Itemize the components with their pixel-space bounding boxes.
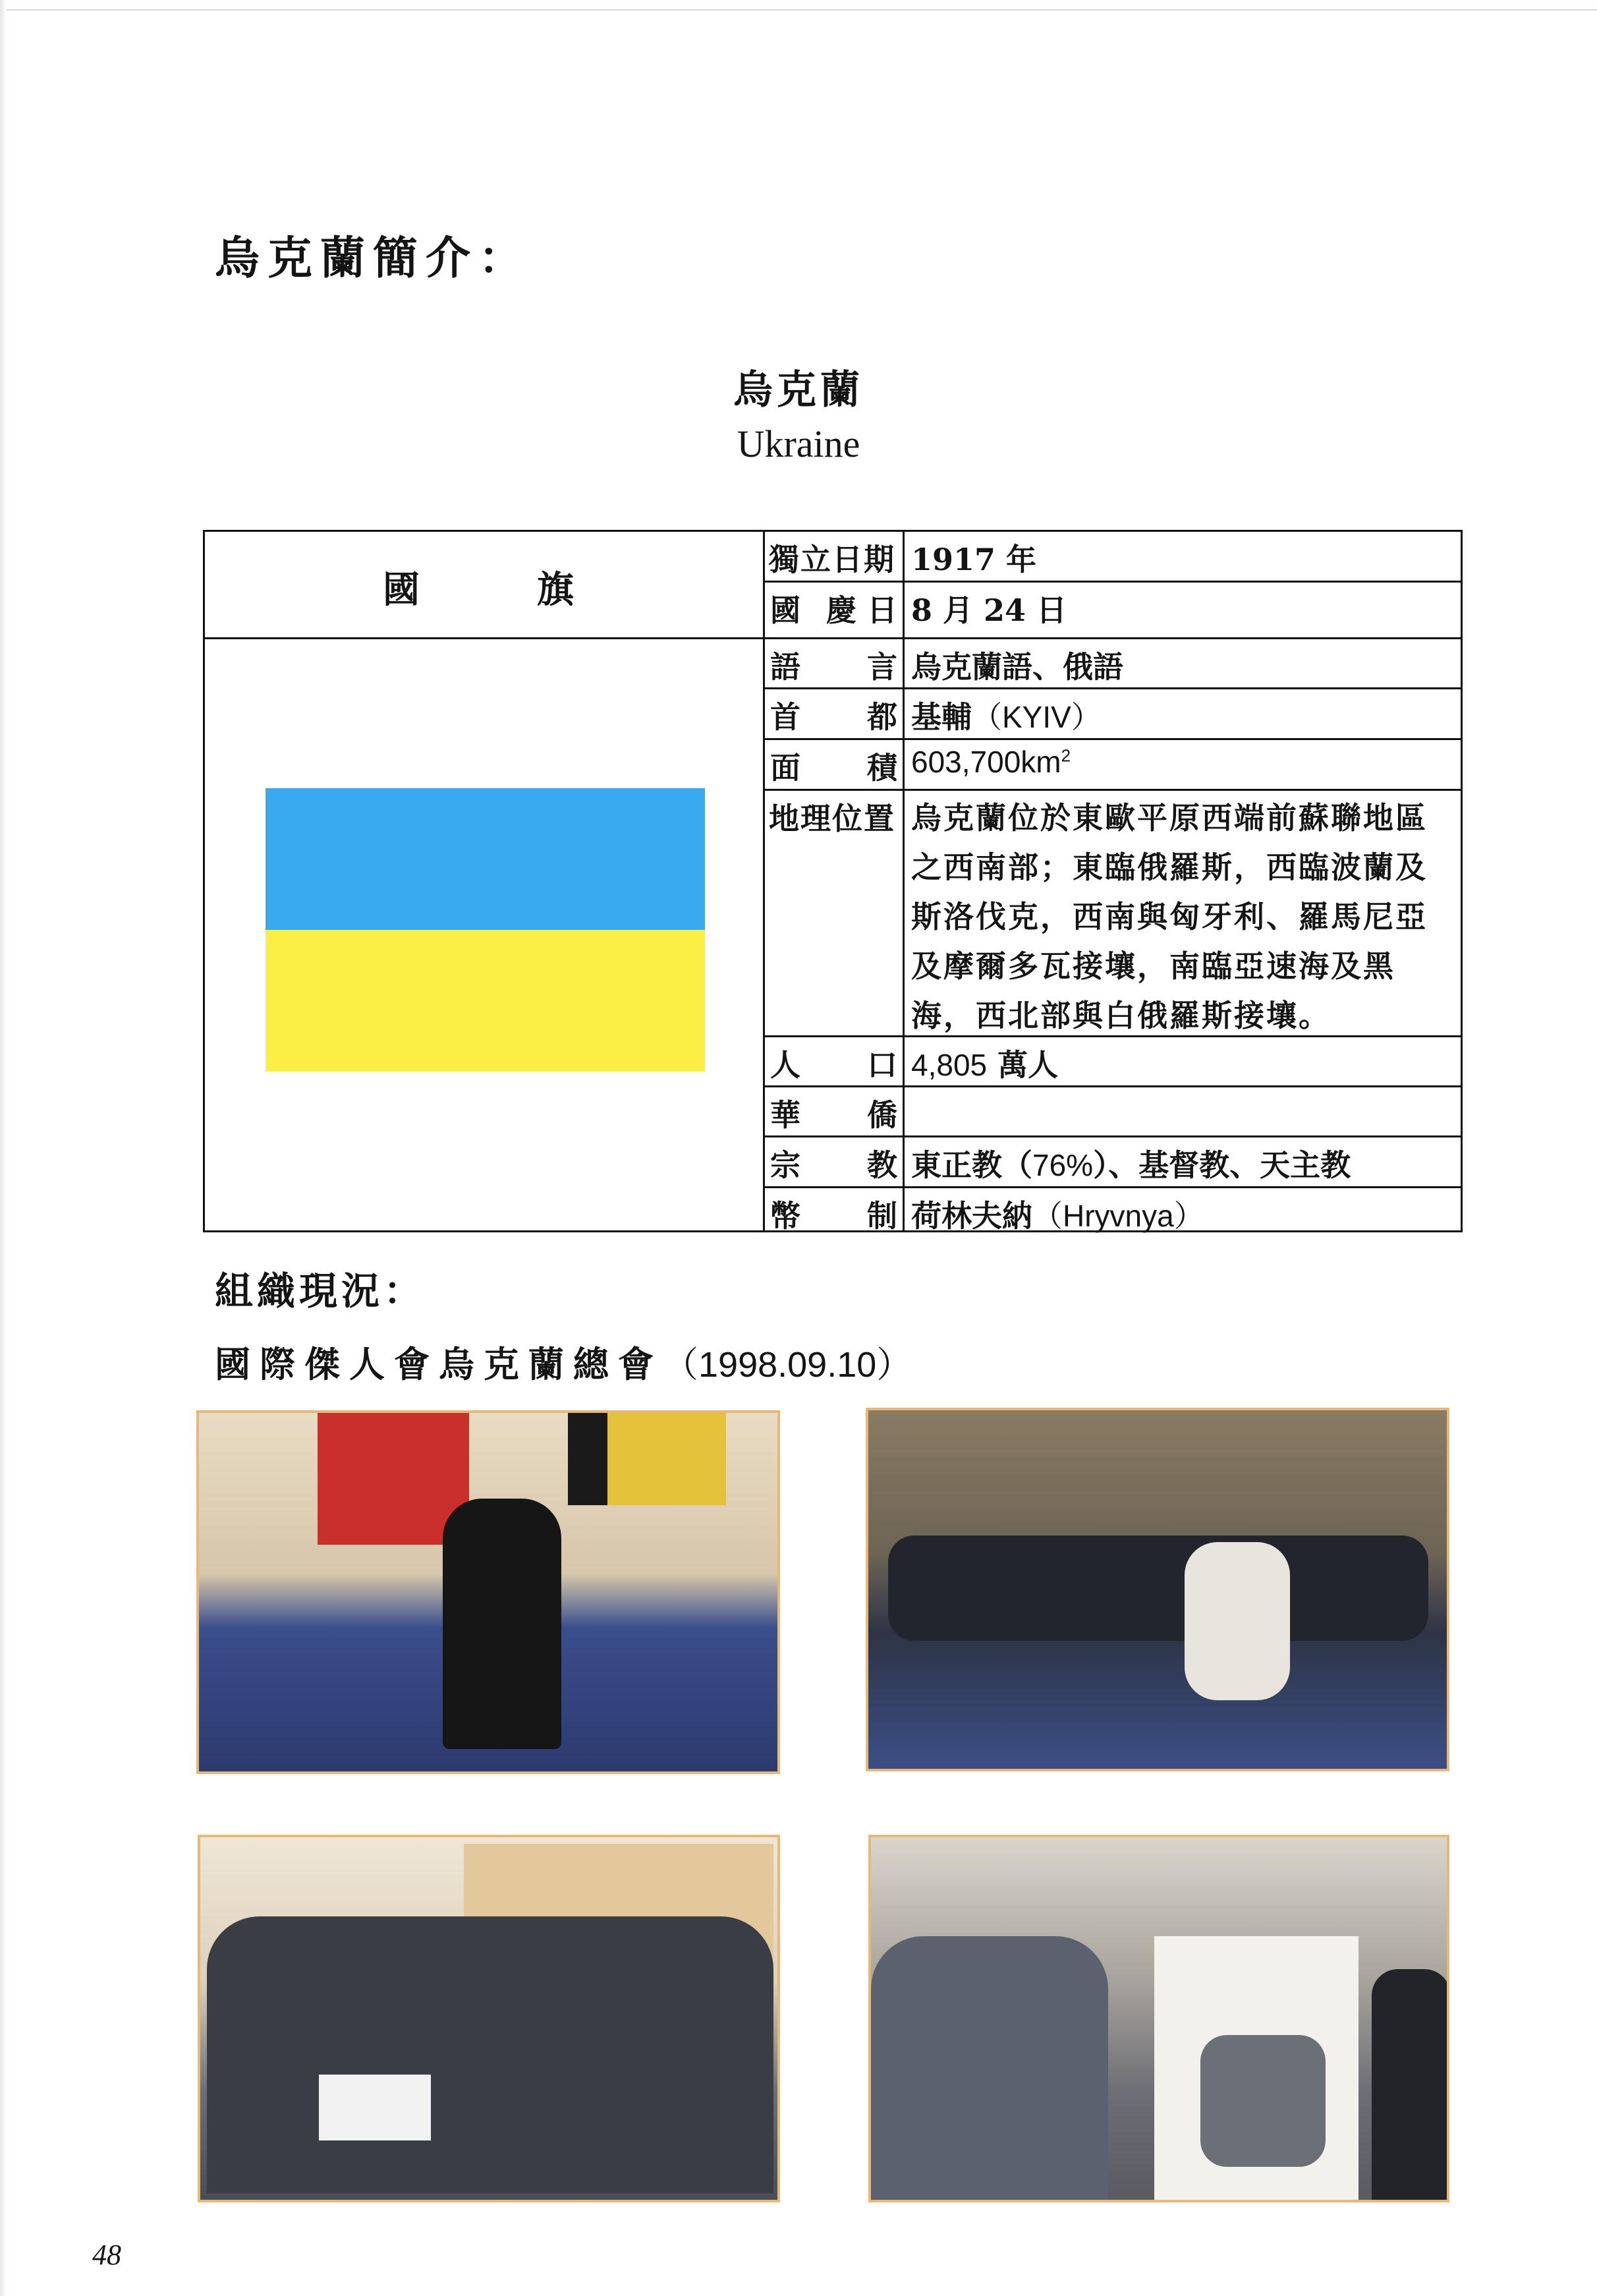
label-overseas-chinese-2: 僑: [867, 1097, 897, 1133]
page-number: 48: [92, 2239, 121, 2271]
row-capital: [765, 689, 1461, 740]
label-geography: 地理位置: [769, 801, 895, 836]
label-language-2: 言: [867, 649, 897, 685]
value-currency-zh: 荷林夫納: [911, 1198, 1032, 1234]
value-capital-zh: 基輔: [911, 699, 972, 735]
value-religion-b: ）、基督教、天主教: [1093, 1147, 1351, 1183]
label-population-2: 口: [867, 1047, 897, 1083]
value-currency: [911, 1192, 1454, 1236]
value-independence: 1917 年: [911, 542, 1037, 577]
photo-1-seated-man: [443, 1499, 561, 1749]
photo-audience: [866, 1408, 1449, 1771]
label-currency-1: 幣: [770, 1198, 800, 1234]
label-population-1: 人: [770, 1047, 800, 1083]
label-religion-1: 宗: [770, 1147, 800, 1183]
binding-shadow: [0, 0, 7, 2296]
photo-meeting-room: [196, 1410, 780, 1774]
value-geography: 烏克蘭位於東歐平原西端前蘇聯地區之西南部；東臨俄羅斯，西臨波蘭及斯洛伐克，西南與匈牙利、羅馬尼亞及摩爾多瓦接壤，南臨亞速海及黑海，西北部與白俄羅斯接壤。: [911, 800, 1428, 1033]
section-heading: 烏克蘭簡介：: [215, 232, 532, 285]
row-population: [765, 1037, 1461, 1087]
label-language-1: 語: [770, 649, 800, 685]
organization-heading: 組織現況：: [215, 1269, 426, 1313]
country-name-en: Ukraine: [737, 422, 860, 465]
organization-name: 國際傑人會烏克蘭總會: [215, 1343, 663, 1385]
label-currency-2: 制: [867, 1198, 897, 1234]
row-religion: [765, 1137, 1461, 1188]
photo-4-landscape: [1200, 2035, 1326, 2167]
value-national-day: 8 月 24 日: [911, 592, 1067, 628]
value-capital: [911, 693, 1454, 737]
value-area-number: 603,700km: [911, 745, 1061, 779]
label-national-day-2: 慶 日: [826, 592, 897, 628]
row-geography: [765, 791, 1461, 1037]
top-rule: [0, 9, 1597, 11]
value-area: [911, 744, 1454, 780]
flag-blue-stripe: [266, 788, 705, 930]
flag-header-char-2: 旗: [537, 568, 574, 612]
value-religion: [911, 1141, 1454, 1185]
label-independence: 獨立日期: [769, 542, 895, 577]
label-overseas-chinese-1: 華: [770, 1097, 800, 1133]
label-area-1: 面: [770, 750, 800, 786]
photo-4-men-suits: [871, 1936, 1108, 2200]
label-area-2: 積: [867, 750, 897, 786]
photo-3-ballot-box: [319, 2075, 431, 2140]
label-capital-1: 首: [770, 699, 800, 735]
row-area: [765, 740, 1461, 791]
photo-3-group: [207, 1916, 773, 2193]
photo-1-flag-yellow: [607, 1413, 726, 1505]
photo-1-flag-dark: [568, 1413, 607, 1505]
value-population-unit: 萬人: [987, 1047, 1059, 1083]
value-religion-a: 東正教（: [911, 1147, 1032, 1183]
row-language: [765, 639, 1461, 689]
country-info-table: [203, 530, 1463, 1232]
label-religion-2: 教: [867, 1147, 897, 1183]
value-population: [911, 1041, 1454, 1085]
label-capital-2: 都: [867, 699, 897, 735]
value-religion-pct: 76%: [1032, 1148, 1094, 1182]
photo-4-man-right: [1372, 1969, 1449, 2200]
row-national-day: [765, 583, 1461, 639]
organization-date: （1998.09.10）: [663, 1345, 912, 1385]
country-name-zh: 烏克蘭: [733, 367, 864, 413]
value-capital-en: （KYIV）: [972, 700, 1102, 734]
flag-header-char-1: 國: [383, 568, 420, 612]
photo-2-audience-row: [888, 1535, 1428, 1641]
photo-scroll-painting: [868, 1835, 1449, 2202]
photo-ballot-box: [198, 1835, 780, 2202]
row-currency: [765, 1188, 1461, 1234]
value-currency-en: （Hryvnya）: [1032, 1199, 1204, 1233]
flag-cell: [205, 639, 765, 1230]
ukraine-flag: [266, 788, 705, 1072]
row-overseas-chinese: [765, 1087, 1461, 1137]
label-national-day-1: 國: [770, 592, 800, 628]
photo-2-woman-white: [1185, 1542, 1290, 1700]
flag-yellow-stripe: [266, 930, 705, 1072]
value-area-sup: 2: [1061, 745, 1071, 766]
organization-title: [215, 1336, 912, 1387]
value-population-number: 4,805: [911, 1048, 988, 1082]
value-language: 烏克蘭語、俄語: [911, 649, 1123, 685]
flag-header-cell: [205, 532, 765, 639]
row-independence: [765, 532, 1461, 583]
